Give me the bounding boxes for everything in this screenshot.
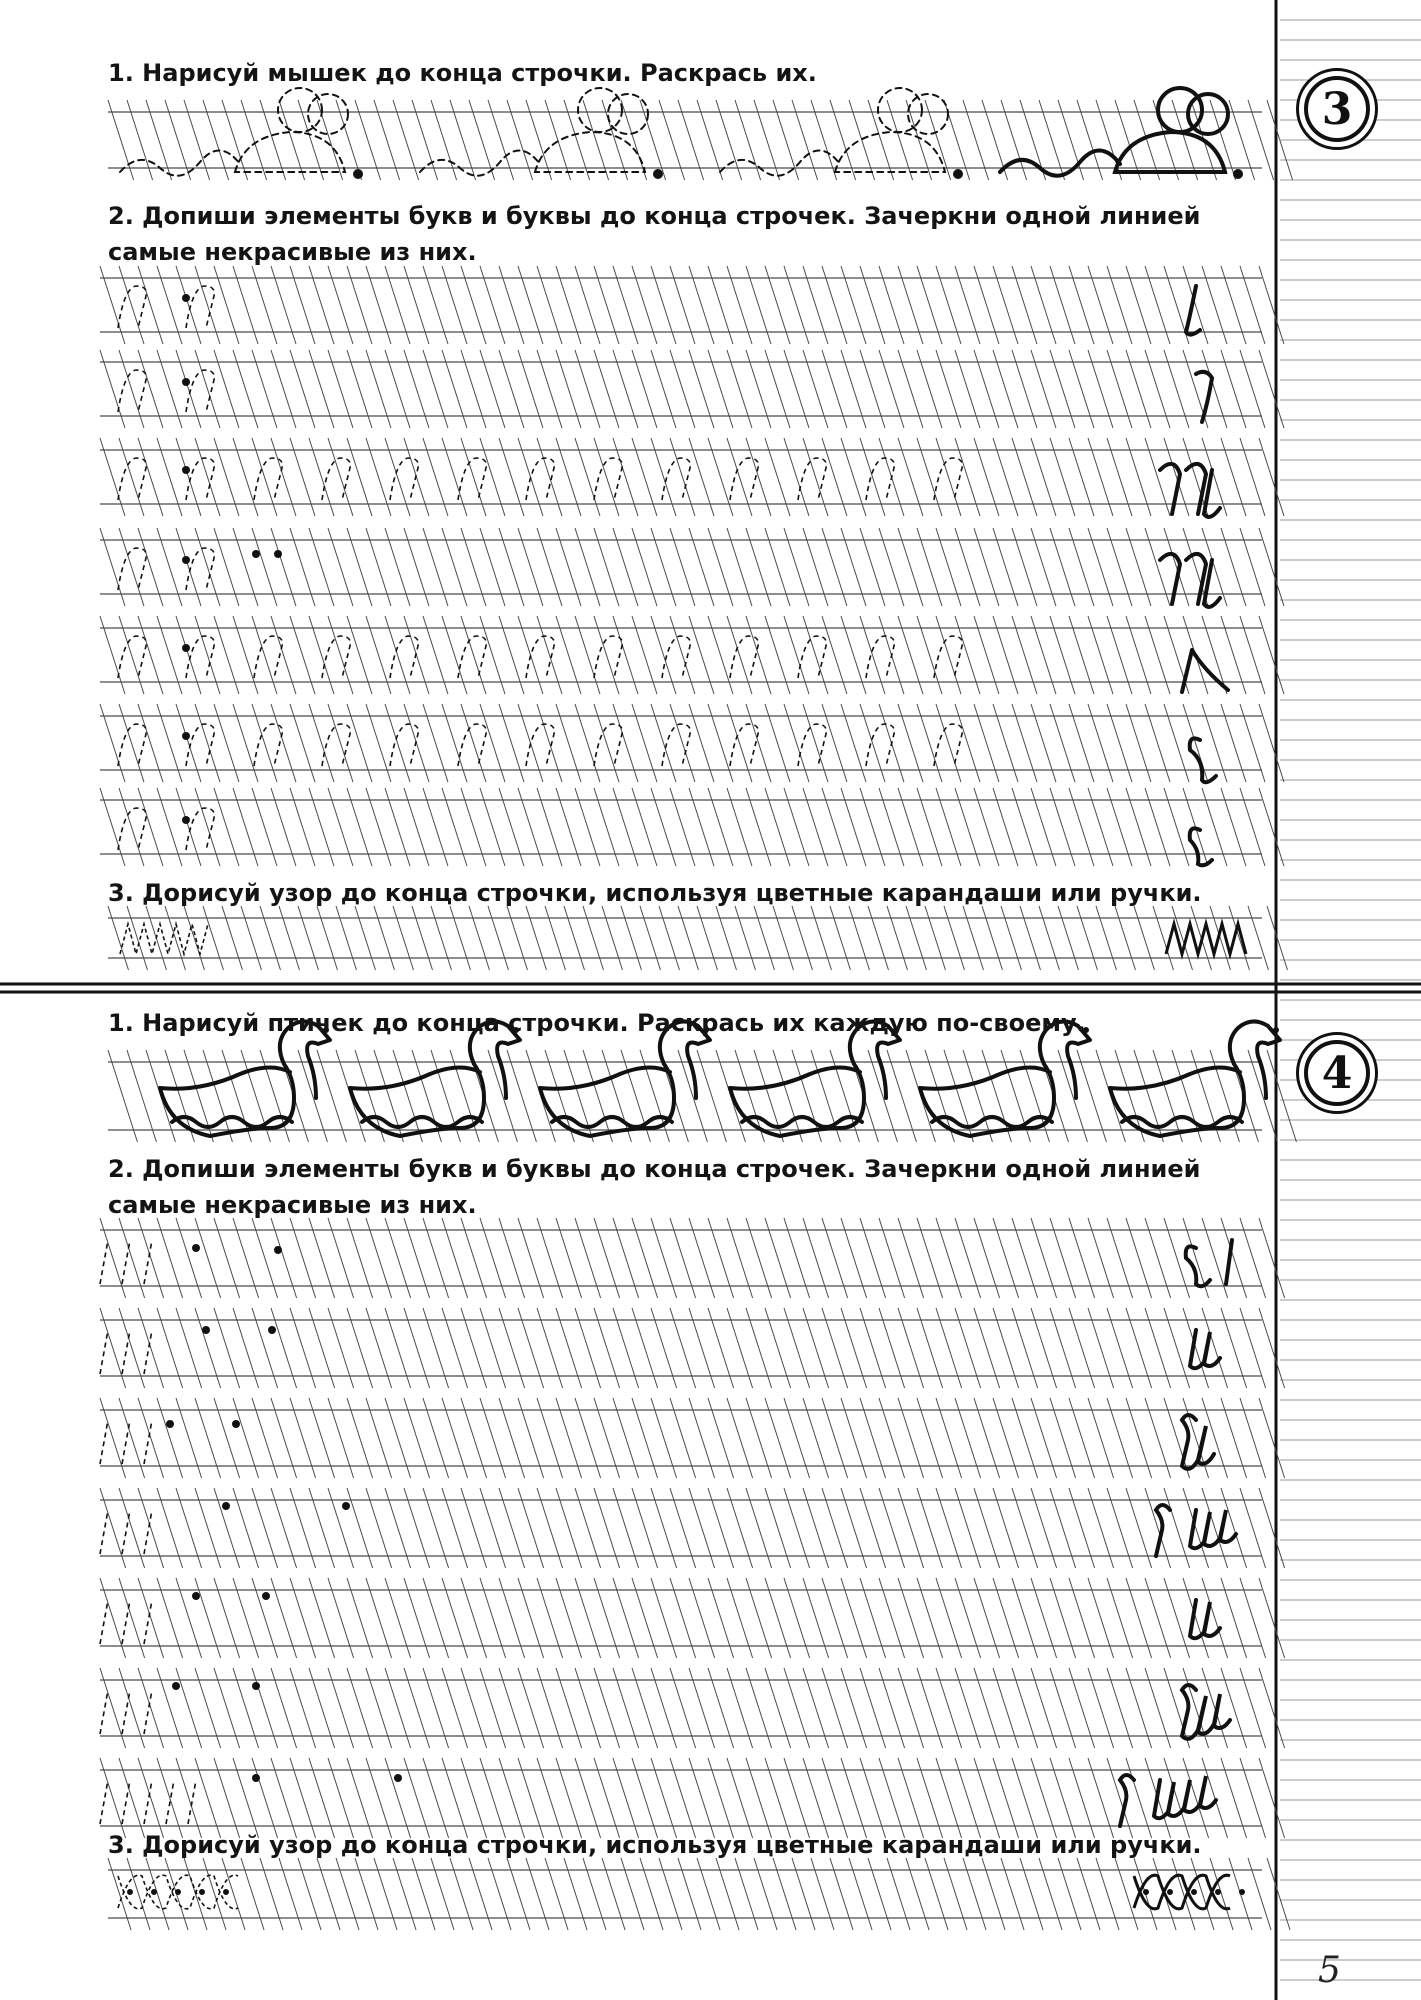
start-dot	[182, 378, 190, 386]
mouse-ear	[908, 94, 948, 134]
section4-task2-row	[100, 1488, 1285, 1568]
section3-task2-row	[100, 616, 1284, 694]
slant-line	[830, 906, 850, 970]
section3-number: 3	[1321, 83, 1353, 135]
mouse-tail	[420, 150, 540, 175]
duck-wing	[160, 1067, 290, 1088]
slant-line	[716, 1858, 739, 1930]
dashed-letter-element	[254, 724, 282, 766]
mouse-nose	[353, 169, 363, 179]
section3-task2-row	[100, 528, 1284, 606]
slant-line	[716, 906, 736, 970]
dashed-letter-element	[166, 1780, 174, 1824]
slant-line	[108, 1050, 137, 1142]
slant-line	[1267, 1050, 1296, 1142]
section3-task3-title: 3. Дорисуй узор до конца строчки, используя цветные карандаши или ручки.	[108, 879, 1202, 907]
slant-line	[355, 906, 375, 970]
slant-line	[241, 906, 261, 970]
slant-line	[317, 906, 337, 970]
dashed-letter-element	[662, 636, 690, 678]
start-dot	[182, 294, 190, 302]
duck-wing	[1110, 1067, 1240, 1088]
start-dot	[182, 816, 190, 824]
slant-line	[697, 1858, 720, 1930]
slant-line	[1259, 616, 1284, 694]
slant-line	[336, 1858, 359, 1930]
slant-line	[1259, 438, 1284, 516]
slant-line	[374, 906, 394, 970]
dashed-letter-element	[254, 458, 282, 500]
slant-line	[887, 1858, 910, 1930]
dashed-letter-element	[594, 636, 622, 678]
section4-task2-row	[100, 1398, 1285, 1478]
slant-line	[659, 906, 679, 970]
slant-line	[222, 906, 242, 970]
slant-line	[355, 1858, 378, 1930]
dashed-letter-element	[122, 1330, 130, 1374]
slant-line	[298, 906, 318, 970]
exercise-drawings	[100, 88, 1280, 1909]
dashed-letter-element	[866, 458, 894, 500]
mouse-nose	[1233, 169, 1243, 179]
slant-line	[260, 1858, 283, 1930]
slant-line	[1259, 1758, 1285, 1838]
slant-line	[545, 1858, 568, 1930]
start-dot	[222, 1502, 230, 1510]
slant-line	[469, 906, 489, 970]
start-dot	[182, 556, 190, 564]
dashed-letter-element	[122, 1420, 130, 1464]
dashed-letter-element	[186, 458, 214, 500]
section3-task2-row	[100, 438, 1284, 516]
slant-line	[1248, 1858, 1271, 1930]
slant-line	[849, 1858, 872, 1930]
slant-line	[317, 1050, 346, 1142]
dashed-letter-element	[122, 1690, 130, 1734]
pattern-sample-solid	[1134, 1875, 1245, 1909]
braid-dot	[1167, 1889, 1173, 1895]
braid-dot	[127, 1889, 133, 1895]
slant-line	[1077, 1858, 1100, 1930]
slant-line	[1259, 266, 1284, 344]
braid-dot	[151, 1889, 157, 1895]
slant-line	[621, 906, 641, 970]
slant-line	[1058, 1858, 1081, 1930]
dashed-letter-element	[186, 636, 214, 678]
slant-line	[1039, 1858, 1062, 1930]
duck-water	[552, 1117, 672, 1127]
slant-line	[659, 1858, 682, 1930]
slant-line	[1267, 1858, 1290, 1930]
pattern-sample-solid	[1166, 924, 1246, 954]
page-number: 5	[1318, 1950, 1341, 1991]
start-dot	[172, 1682, 180, 1690]
mouse-ear	[878, 88, 922, 132]
slant-line	[374, 1858, 397, 1930]
dashed-letter-element	[100, 1420, 108, 1464]
mouse-nose	[653, 169, 663, 179]
slant-line	[526, 1858, 549, 1930]
section4-task2-row	[100, 1308, 1285, 1388]
slant-line	[1172, 906, 1192, 970]
slant-line	[412, 906, 432, 970]
section3-task2-row	[100, 350, 1284, 428]
dashed-letter-element	[100, 1330, 108, 1374]
slant-line	[1001, 1858, 1024, 1930]
slant-line	[1134, 906, 1154, 970]
dashed-letter-element	[254, 636, 282, 678]
braid-dot	[199, 1889, 205, 1895]
slant-line	[431, 906, 451, 970]
slant-line	[127, 906, 147, 970]
slant-line	[450, 906, 470, 970]
section3-number-badge	[1296, 68, 1378, 150]
slant-line	[887, 1050, 916, 1142]
slant-line	[127, 1050, 156, 1142]
dashed-letter-element	[594, 458, 622, 500]
slant-line	[735, 1858, 758, 1930]
dashed-letter-element	[122, 1240, 130, 1284]
duck-water	[362, 1117, 482, 1127]
slant-line	[393, 906, 413, 970]
section3-task2-title-line1: 2. Допиши элементы букв и буквы до конца строчек. Зачеркни одной линией	[108, 202, 1201, 230]
section4-task3-title: 3. Дорисуй узор до конца строчки, используя цветные карандаши или ручки.	[108, 1831, 1202, 1859]
slant-line	[184, 906, 204, 970]
slant-line	[1077, 1050, 1106, 1142]
section4-number: 4	[1321, 1047, 1353, 1099]
duck-water	[1122, 1117, 1242, 1127]
start-dot	[252, 550, 260, 558]
dashed-letter-element	[934, 636, 962, 678]
section4-number-badge	[1296, 1032, 1378, 1114]
mouse-body	[535, 132, 645, 172]
dashed-letter-element	[186, 370, 214, 412]
dashed-letter-element	[390, 724, 418, 766]
mouse-ear	[308, 94, 348, 134]
dashed-letter-element	[144, 1600, 152, 1644]
mouse-body	[235, 132, 345, 172]
start-dot	[268, 1326, 276, 1334]
dashed-letter-element	[100, 1240, 108, 1284]
slant-line	[1020, 1858, 1043, 1930]
section3-task3-band	[108, 906, 1287, 970]
slant-line	[773, 906, 793, 970]
letter-element-sample	[1186, 1240, 1232, 1286]
slant-line	[1058, 906, 1078, 970]
dashed-letter-element	[458, 458, 486, 500]
slant-line	[545, 906, 565, 970]
slant-line	[811, 906, 831, 970]
mouse-tail	[720, 150, 840, 175]
section3-task2-row	[100, 704, 1284, 782]
slant-line	[469, 1858, 492, 1930]
dashed-letter-element	[390, 636, 418, 678]
slant-line	[393, 1858, 416, 1930]
dashed-letter-element	[100, 1780, 108, 1824]
slant-line	[1229, 906, 1249, 970]
dashed-letter-element	[100, 1690, 108, 1734]
slant-line	[298, 1858, 321, 1930]
slant-line	[754, 906, 774, 970]
slant-line	[507, 906, 527, 970]
slant-line	[697, 906, 717, 970]
dashed-letter-element	[122, 1780, 130, 1824]
braid-dot	[1191, 1889, 1197, 1895]
slant-line	[1259, 350, 1284, 428]
slant-line	[1096, 1858, 1119, 1930]
section3-task2-title-line2: самые некрасивые из них.	[108, 238, 477, 266]
section3-task2-row	[100, 266, 1284, 344]
dashed-letter-element	[100, 1510, 108, 1554]
mouse-ear	[578, 88, 622, 132]
slant-line	[830, 1858, 853, 1930]
slant-line	[944, 906, 964, 970]
slant-line	[640, 906, 660, 970]
slant-line	[1210, 906, 1230, 970]
dashed-letter-element	[662, 458, 690, 500]
duck-wing	[350, 1067, 480, 1088]
slant-line	[241, 1858, 264, 1930]
section4-task2-title-line1: 2. Допиши элементы букв и буквы до конца строчек. Зачеркни одной линией	[108, 1155, 1201, 1183]
slant-line	[1115, 906, 1135, 970]
slant-line	[906, 1858, 929, 1930]
slant-line	[583, 906, 603, 970]
slant-line	[982, 1858, 1005, 1930]
letter-element-sample	[1190, 828, 1212, 865]
slant-line	[1020, 906, 1040, 970]
slant-line	[697, 1050, 726, 1142]
dashed-letter-element	[662, 724, 690, 766]
pattern-sample-dashed	[118, 1875, 238, 1909]
slant-line	[507, 1858, 530, 1930]
dashed-letter-element	[144, 1510, 152, 1554]
letter-element-sample	[1160, 554, 1220, 607]
letter-element-sample	[1160, 464, 1220, 517]
start-dot	[274, 550, 282, 558]
letter-element-sample	[1182, 1685, 1230, 1739]
letter-element-sample	[1182, 1415, 1214, 1469]
duck-wing	[540, 1067, 670, 1088]
slant-line	[1115, 1858, 1138, 1930]
slant-line	[868, 1858, 891, 1930]
slant-line	[1259, 1398, 1285, 1478]
letter-element-sample	[1156, 1505, 1236, 1556]
dashed-letter-element	[934, 458, 962, 500]
braid-dot	[175, 1889, 181, 1895]
dashed-letter-element	[594, 724, 622, 766]
dashed-letter-element	[144, 1690, 152, 1734]
start-dot	[182, 644, 190, 652]
start-dot	[192, 1244, 200, 1252]
section3-task2-row	[100, 788, 1284, 866]
mouse-ear	[1188, 94, 1228, 134]
slant-line	[944, 1858, 967, 1930]
slant-line	[678, 1858, 701, 1930]
duck-water	[932, 1117, 1052, 1127]
start-dot	[262, 1592, 270, 1600]
slant-line	[507, 1050, 536, 1142]
dashed-letter-element	[144, 1240, 152, 1284]
slant-line	[583, 1858, 606, 1930]
slant-line	[602, 1858, 625, 1930]
slant-line	[1259, 704, 1284, 782]
slant-line	[621, 1858, 644, 1930]
slant-line	[1259, 1578, 1285, 1658]
start-dot	[252, 1682, 260, 1690]
slant-line	[279, 1858, 302, 1930]
section4-task2-title-line2: самые некрасивые из них.	[108, 1191, 477, 1219]
slant-line	[982, 906, 1002, 970]
dashed-letter-element	[458, 636, 486, 678]
section4-task3-band	[108, 1858, 1290, 1930]
dashed-letter-element	[186, 724, 214, 766]
slant-line	[792, 1858, 815, 1930]
slant-line	[260, 906, 280, 970]
start-dot	[182, 732, 190, 740]
mouse-solid	[1000, 88, 1243, 179]
slant-line	[564, 906, 584, 970]
duck-eye	[1273, 1027, 1279, 1033]
slant-line	[602, 906, 622, 970]
duck-water	[742, 1117, 862, 1127]
start-dot	[202, 1326, 210, 1334]
slant-line	[735, 906, 755, 970]
dashed-letter-element	[144, 1420, 152, 1464]
slant-line	[678, 906, 698, 970]
slant-line	[165, 906, 185, 970]
section4-task2-row	[100, 1758, 1285, 1838]
section4-task2-row	[100, 1218, 1285, 1298]
dashed-letter-element	[122, 1510, 130, 1554]
slant-line	[1039, 906, 1059, 970]
section4-task1-title: 1. Нарисуй птичек до конца строчки. Раскрась их каждую по-своему.	[108, 1009, 1086, 1037]
start-dot	[252, 1774, 260, 1782]
dashed-letter-element	[186, 286, 214, 328]
dashed-letter-element	[186, 808, 214, 850]
braid-dot	[1215, 1889, 1221, 1895]
start-dot	[394, 1774, 402, 1782]
duck-wing	[920, 1067, 1050, 1088]
dashed-letter-element	[866, 636, 894, 678]
slant-line	[108, 1858, 131, 1930]
slant-line	[640, 1858, 663, 1930]
slant-line	[849, 906, 869, 970]
slant-line	[431, 1858, 454, 1930]
slant-line	[887, 906, 907, 970]
slant-line	[450, 1858, 473, 1930]
braid-dot	[1239, 1889, 1245, 1895]
dashed-letter-element	[934, 724, 962, 766]
start-dot	[342, 1502, 350, 1510]
dashed-letter-element	[866, 724, 894, 766]
start-dot	[232, 1420, 240, 1428]
mouse-ear	[278, 88, 322, 132]
slant-line	[203, 1858, 226, 1930]
slant-line	[925, 1858, 948, 1930]
dashed-letter-element	[100, 1600, 108, 1644]
section4-task2-row	[100, 1668, 1285, 1748]
slant-line	[488, 1858, 511, 1930]
slant-line	[1001, 906, 1021, 970]
slant-line	[1172, 1858, 1195, 1930]
slant-line	[488, 906, 508, 970]
slant-line	[925, 906, 945, 970]
slant-line	[963, 1858, 986, 1930]
letter-element-sample	[1186, 286, 1200, 335]
slant-line	[1096, 906, 1116, 970]
start-dot	[274, 1246, 282, 1254]
slant-line	[317, 1858, 340, 1930]
slant-line	[773, 1858, 796, 1930]
section3-task1-title: 1. Нарисуй мышек до конца строчки. Раскрась их.	[108, 59, 817, 87]
dashed-letter-element	[390, 458, 418, 500]
slant-line	[564, 1858, 587, 1930]
duck-wing	[730, 1067, 860, 1088]
dashed-letter-element	[122, 1600, 130, 1644]
section4-task2-row	[100, 1578, 1285, 1658]
slant-line	[108, 906, 128, 970]
duck-water	[172, 1117, 292, 1127]
mouse-dashed	[420, 88, 663, 179]
braid-dot	[223, 1889, 229, 1895]
slant-line	[811, 1858, 834, 1930]
mouse-nose	[953, 169, 963, 179]
slant-line	[754, 1858, 777, 1930]
dashed-letter-element	[186, 548, 214, 590]
mouse-ear	[608, 94, 648, 134]
mouse-tail	[120, 150, 240, 175]
slant-line	[1248, 906, 1268, 970]
slant-line	[868, 906, 888, 970]
dashed-letter-element	[144, 1780, 152, 1824]
letter-element-sample	[1190, 738, 1216, 782]
slant-line	[792, 906, 812, 970]
slant-line	[906, 906, 926, 970]
slant-line	[279, 906, 299, 970]
braid-dot	[1143, 1889, 1149, 1895]
dashed-letter-element	[144, 1330, 152, 1374]
start-dot	[192, 1592, 200, 1600]
start-dot	[182, 466, 190, 474]
slant-line	[963, 906, 983, 970]
start-dot	[166, 1420, 174, 1428]
slant-line	[1259, 1218, 1285, 1298]
slant-line	[203, 906, 223, 970]
dashed-letter-element	[458, 724, 486, 766]
slant-line	[1077, 906, 1097, 970]
slant-line	[526, 906, 546, 970]
slant-line	[336, 906, 356, 970]
slant-line	[412, 1858, 435, 1930]
